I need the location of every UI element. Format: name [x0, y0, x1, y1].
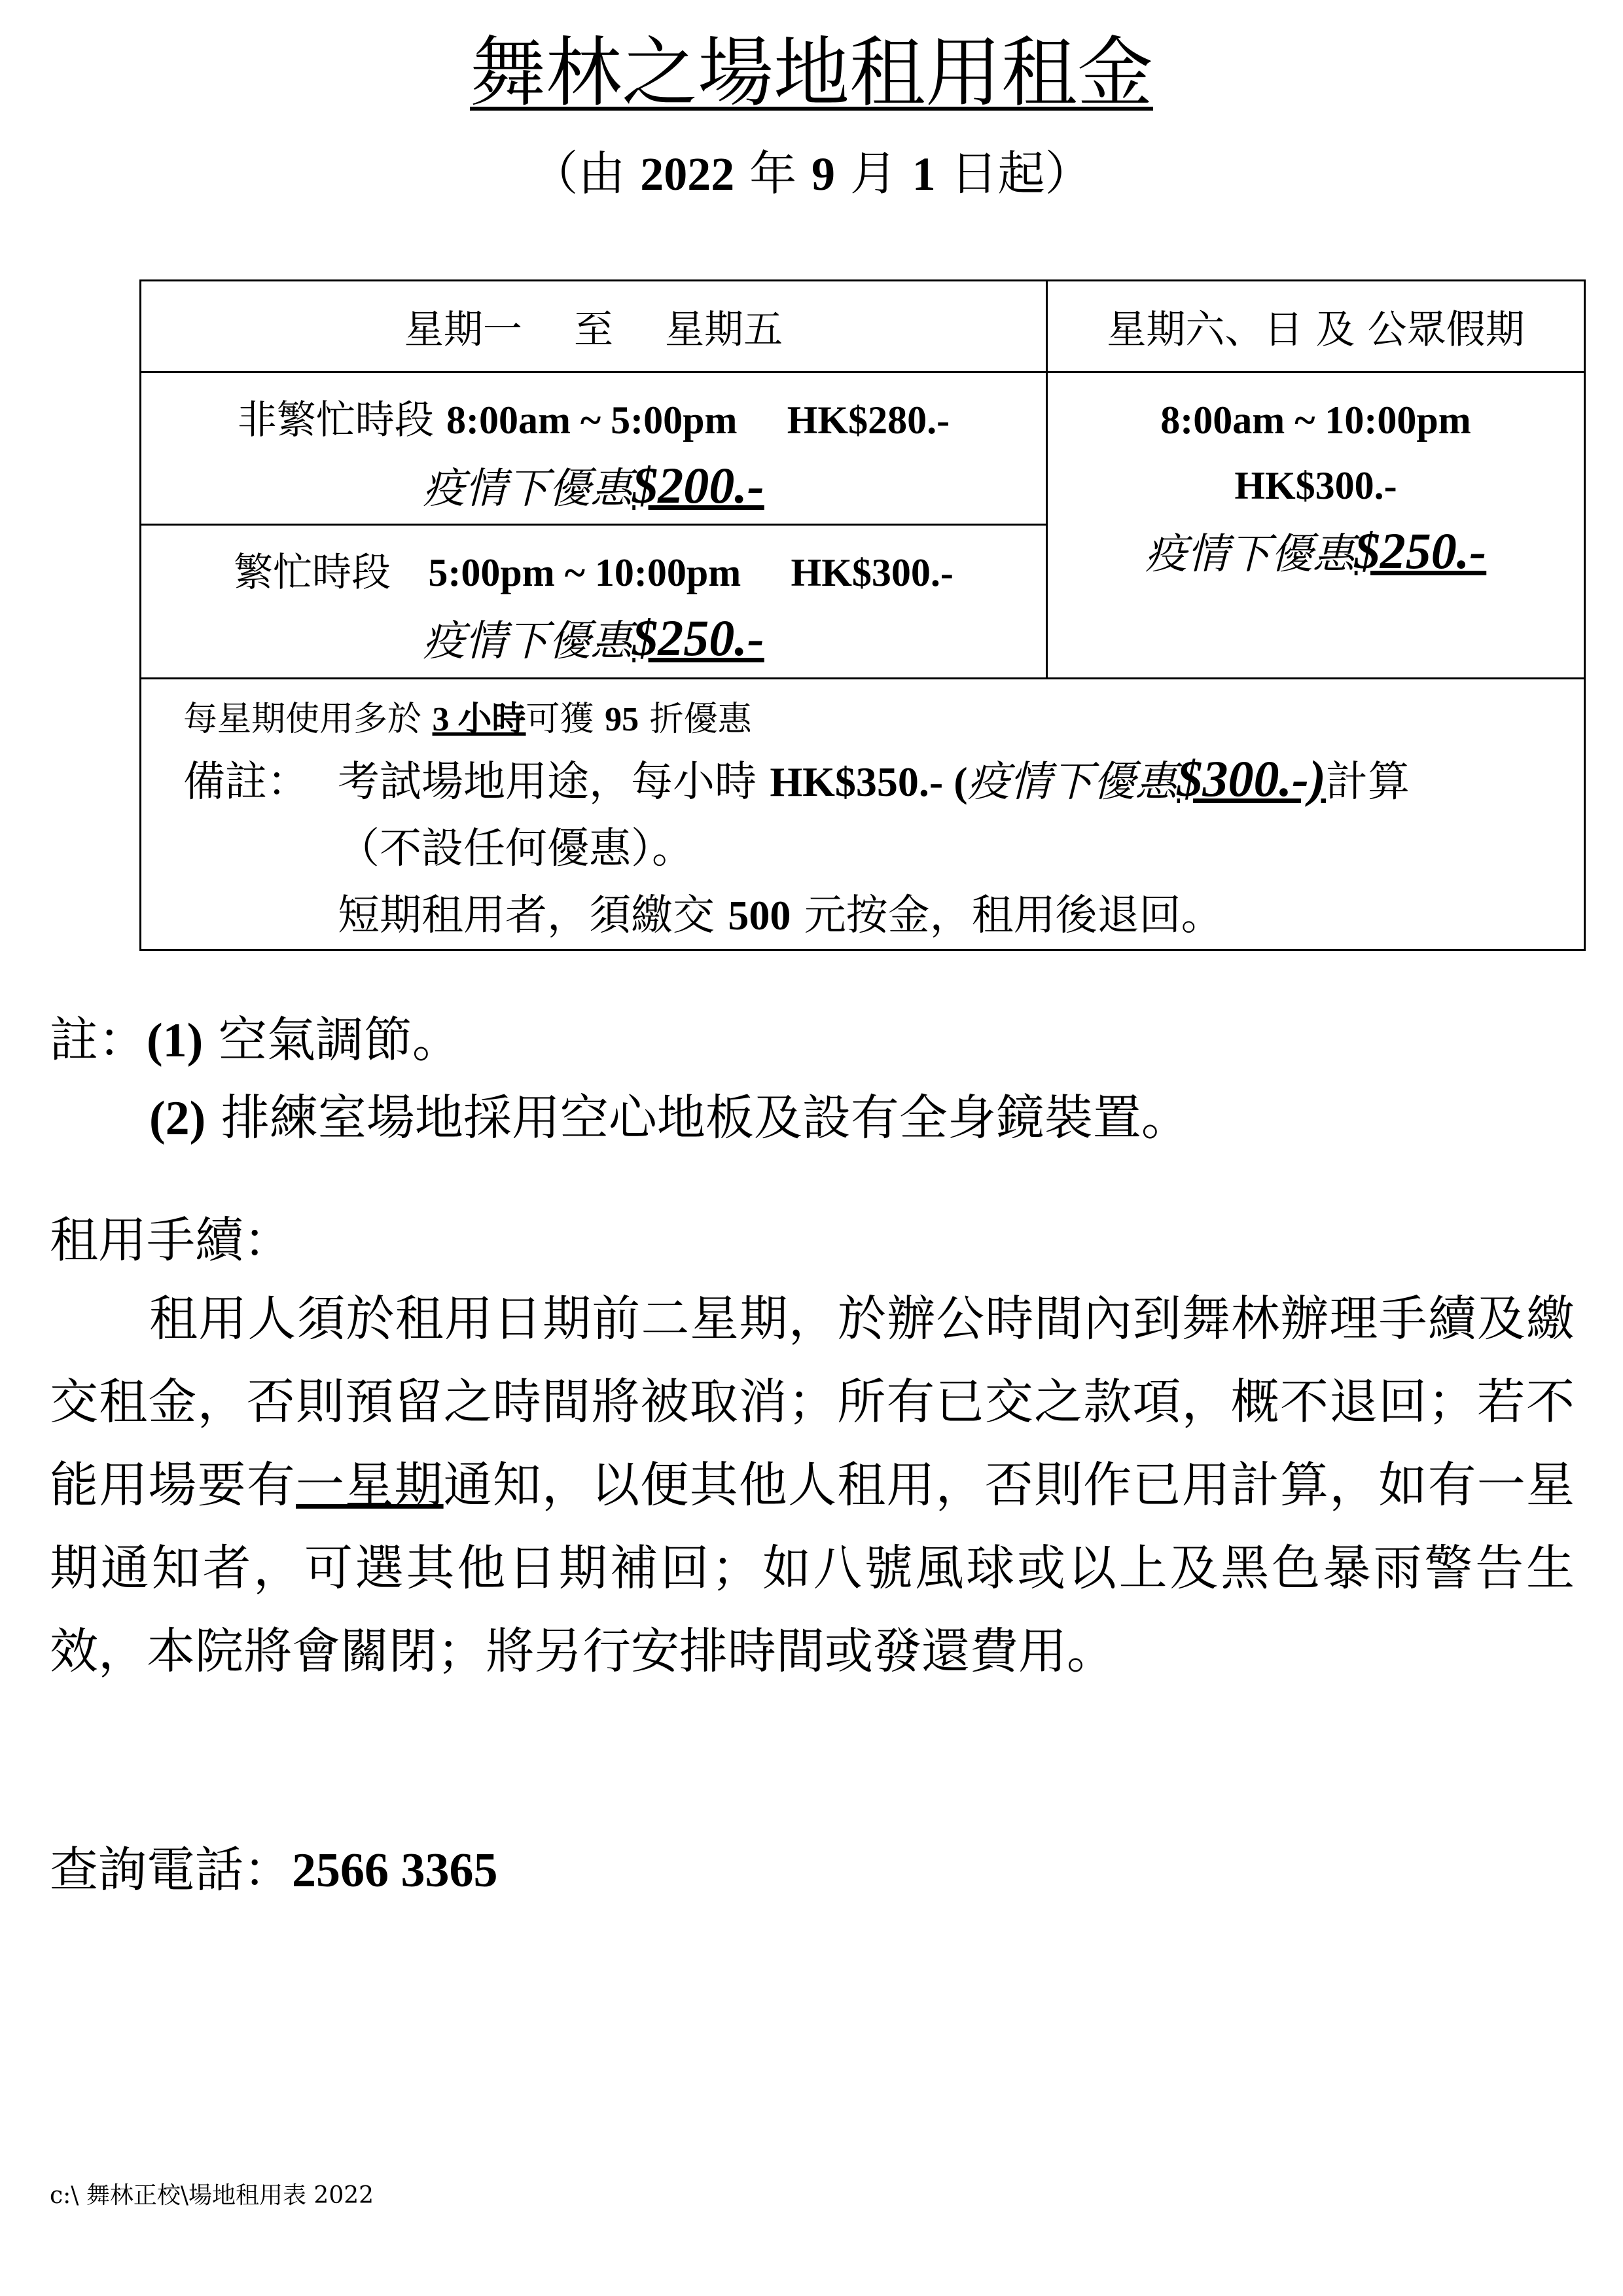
- enquiry: [50, 1834, 498, 1907]
- deposit-pre: 短期租用者，須繳交: [338, 891, 728, 940]
- enquiry-phone: 2566 3365: [292, 1844, 498, 1897]
- exam-price: HK$350.- (: [770, 759, 968, 805]
- procedure-text-1: 租用人須於租用日期前二星期，於辦公時間內到舞林辦理手續及繳交租金，否則預留之時間將被取消；所有已交之款項，概不退回；若不能用場要有: [50, 1291, 1575, 1513]
- peak-offer: [141, 605, 1046, 674]
- discount-pre: 每星期使用多於: [183, 700, 433, 739]
- note-1: [50, 1004, 461, 1077]
- weekend-header: 星期六、日 及 公眾假期: [1047, 281, 1585, 372]
- note-1-text: 空氣調節。: [203, 1012, 461, 1068]
- procedure-heading: 租用手續：: [50, 1212, 292, 1268]
- offpeak-offer: [141, 453, 1046, 522]
- discount-post: 可獲: [526, 700, 605, 739]
- weekend-time-text: 8:00am ~ 10:00pm: [1160, 399, 1471, 442]
- remarks-cell: [141, 679, 1585, 950]
- weekend-price-text: HK$300.-: [1234, 464, 1397, 507]
- exam-offer: [967, 750, 1326, 807]
- weekend-offer: [1048, 518, 1584, 587]
- weekend-price: [1048, 453, 1584, 518]
- note-1-num: (1): [147, 1014, 204, 1067]
- page-title: [0, 27, 1623, 119]
- exam-rate: [183, 745, 1584, 816]
- weekend-offer-label: 疫情下優惠: [1145, 530, 1355, 579]
- procedure-paragraph: [50, 1278, 1575, 1693]
- peak-cell: [141, 525, 1047, 679]
- offpeak-rate-line: [141, 387, 1046, 453]
- peak-offer-label: 疫情下優惠: [423, 617, 633, 666]
- note-2-num: (2): [149, 1092, 206, 1145]
- deposit-post: 元按金，租用後退回。: [791, 891, 1223, 940]
- date-prefix: （由: [531, 146, 641, 201]
- date-year: 2022: [640, 148, 735, 200]
- no-discount-note: （不設任何優惠）。: [338, 825, 694, 873]
- offpeak-time: 8:00am ~ 5:00pm: [446, 399, 738, 442]
- weekend-time: [1048, 387, 1584, 453]
- peak-offer-amount: $250.-: [632, 609, 764, 666]
- offpeak-price: HK$280.-: [787, 399, 950, 442]
- notes-label: 註：: [50, 1012, 147, 1068]
- discount-tail: 折優惠: [639, 700, 752, 739]
- deposit-amount: 500: [728, 892, 791, 939]
- date-year-unit: 年: [734, 146, 812, 201]
- note-2: [149, 1082, 1190, 1155]
- weekly-discount: [183, 694, 1584, 745]
- effective-date: [0, 141, 1623, 207]
- discount-pct: 95: [605, 701, 639, 738]
- discount-hours: 3 小時: [432, 701, 526, 738]
- peak-price: HK$300.-: [791, 551, 954, 594]
- exam-post: 計算: [1325, 758, 1410, 806]
- offpeak-offer-label: 疫情下優惠: [423, 465, 633, 513]
- peak-label: 繁忙時段: [234, 550, 404, 596]
- exam-offer-label: 疫情下優惠: [967, 758, 1177, 806]
- peak-rate-line: [141, 540, 1046, 605]
- date-suffix: 日起）: [935, 146, 1092, 201]
- weekend-cell: [1047, 372, 1585, 679]
- peak-time: 5:00pm ~ 10:00pm: [428, 551, 741, 594]
- date-month-unit: 月: [835, 146, 912, 201]
- offpeak-label: 非繁忙時段: [237, 397, 446, 443]
- weekend-offer-amount: $250.-: [1354, 522, 1487, 579]
- paragraph-indent: [50, 1291, 149, 1347]
- exam-offer-amount: $300.-): [1177, 750, 1326, 807]
- procedure-underlined: 一星期: [296, 1457, 444, 1513]
- title-text: 舞林之場地租用租金: [470, 29, 1153, 117]
- remarks-label: 備註：: [183, 758, 309, 806]
- exam-pre: 考試場地用途，每小時: [338, 758, 770, 806]
- procedure-text-2: 通知，以便其他人租用，否則作已用計算，如有一星期通知者，可選其他日期補回；如八號風球或以上及黑色暴雨警告生效，本院將會關閉；將另行安排時間或發還費用。: [50, 1457, 1575, 1679]
- deposit-note: [183, 882, 1584, 949]
- date-month: 9: [812, 148, 835, 200]
- note-2-text: 排練室場地採用空心地板及設有全身鏡裝置。: [205, 1090, 1190, 1146]
- date-day: 1: [912, 148, 936, 200]
- footer-file-path: c:\ 舞林正校\場地租用表 2022: [50, 2182, 374, 2209]
- weekday-header: 星期一 至 星期五: [141, 281, 1047, 372]
- offpeak-cell: [141, 372, 1047, 525]
- offpeak-offer-amount: $200.-: [632, 457, 764, 514]
- rental-table: [139, 279, 1586, 951]
- enquiry-label: 查詢電話：: [50, 1842, 292, 1898]
